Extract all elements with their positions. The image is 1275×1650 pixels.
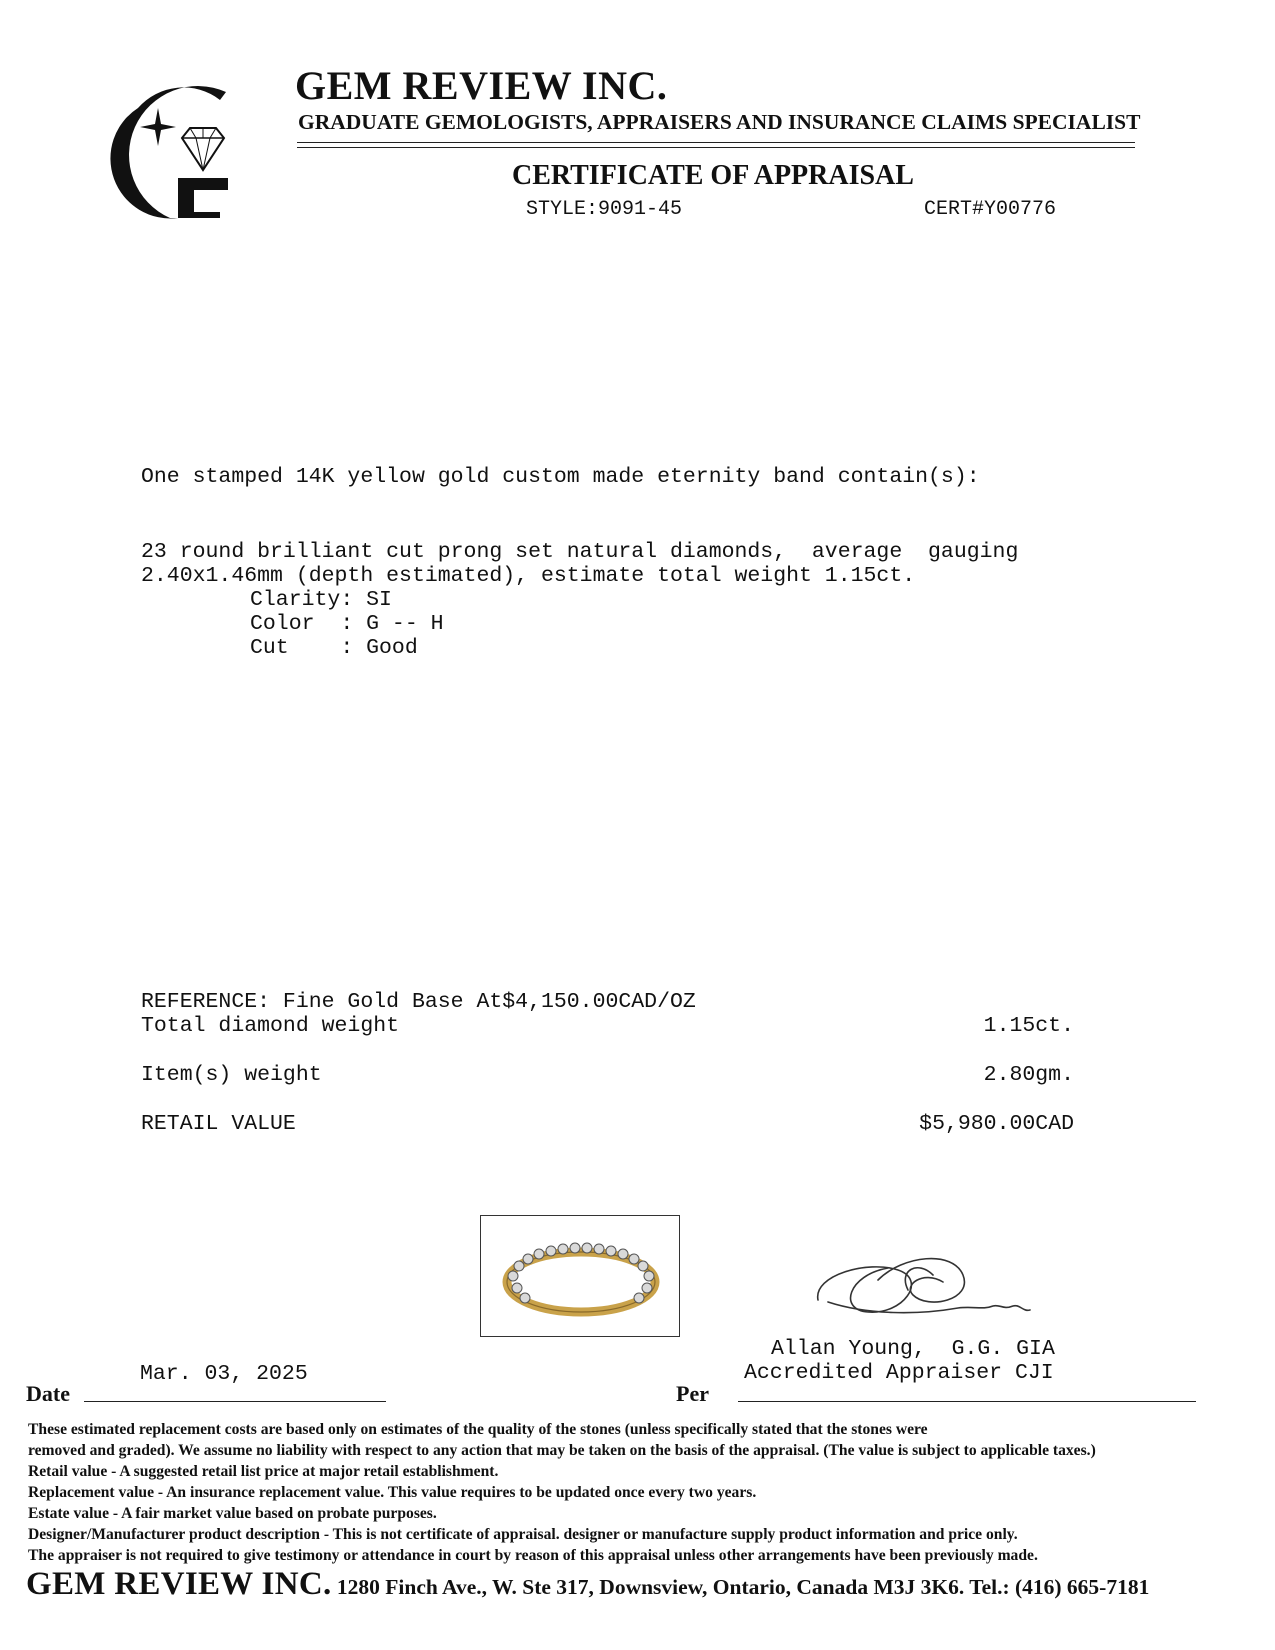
appraiser-signature [808, 1240, 1048, 1330]
per-signature-line [738, 1401, 1196, 1402]
appraisal-date: Mar. 03, 2025 [140, 1362, 308, 1386]
appraiser-name: Allan Young, G.G. GIA [771, 1337, 1055, 1361]
disclaimer-line: Estate value - A fair market value based on probate purposes. [28, 1505, 437, 1522]
color-grade: Color : G -- H [250, 612, 444, 636]
disclaimer-line: Designer/Manufacturer product description - This is not certificate of appraisal. designer or manufacture supply product information and price only. [28, 1526, 1018, 1543]
reference-gold-base: REFERENCE: Fine Gold Base At$4,150.00CAD/OZ [141, 990, 696, 1014]
item-description: One stamped 14K yellow gold custom made eternity band contain(s): [141, 465, 980, 489]
header-divider [297, 147, 1135, 148]
footer-company-name: GEM REVIEW INC. [26, 1566, 332, 1602]
style-number: STYLE:9091-45 [526, 198, 683, 221]
certificate-number: CERT#Y00776 [924, 198, 1057, 221]
item-photo [480, 1215, 680, 1337]
header-divider [297, 142, 1135, 143]
per-label: Per [676, 1381, 709, 1406]
certificate-title: CERTIFICATE OF APPRAISAL [512, 160, 914, 191]
footer-address: 1280 Finch Ave., W. Ste 317, Downsview, Ontario, Canada M3J 3K6. Tel.: (416) 665-7181 [331, 1575, 1150, 1599]
disclaimer-line: Replacement value - An insurance replacement value. This value requires to be updated once every two years. [28, 1484, 757, 1501]
disclaimer-line: Retail value - A suggested retail list price at major retail establishment. [28, 1463, 499, 1480]
cut-grade: Cut : Good [250, 636, 418, 660]
clarity-grade: Clarity: SI [250, 588, 392, 612]
gem-review-logo-icon [108, 72, 248, 222]
stone-description-line: 23 round brilliant cut prong set natural diamonds, average gauging [141, 540, 1019, 564]
stone-description-line: 2.40x1.46mm (depth estimated), estimate total weight 1.15ct. [141, 564, 916, 588]
disclaimer-line: The appraiser is not required to give testimony or attendance in court by reason of this appraisal unless other arrangements have been previously made. [28, 1547, 1038, 1564]
summary-label: Total diamond weight [141, 1014, 400, 1038]
summary-label: Item(s) weight [141, 1063, 322, 1087]
company-tagline: GRADUATE GEMOLOGISTS, APPRAISERS AND INSURANCE CLAIMS SPECIALIST [298, 110, 1141, 134]
footer [26, 1566, 1149, 1603]
date-signature-line [84, 1401, 386, 1402]
company-name: GEM REVIEW INC. [295, 63, 668, 108]
disclaimer-line: These estimated replacement costs are based only on estimates of the quality of the stones (unless specifically stated that the stones were [28, 1421, 928, 1438]
retail-value: $5,980.00CAD [919, 1112, 1074, 1136]
summary-label: RETAIL VALUE [141, 1112, 296, 1136]
date-label: Date [26, 1381, 70, 1406]
appraiser-credential: Accredited Appraiser CJI [744, 1361, 1054, 1385]
summary-value: 2.80gm. [983, 1063, 1074, 1087]
ring-photo-image [481, 1216, 679, 1336]
summary-value: 1.15ct. [983, 1014, 1074, 1038]
disclaimer-line: removed and graded). We assume no liability with respect to any action that may be taken on the basis of the appraisal. (The value is subject to applicable taxes.) [28, 1442, 1096, 1459]
